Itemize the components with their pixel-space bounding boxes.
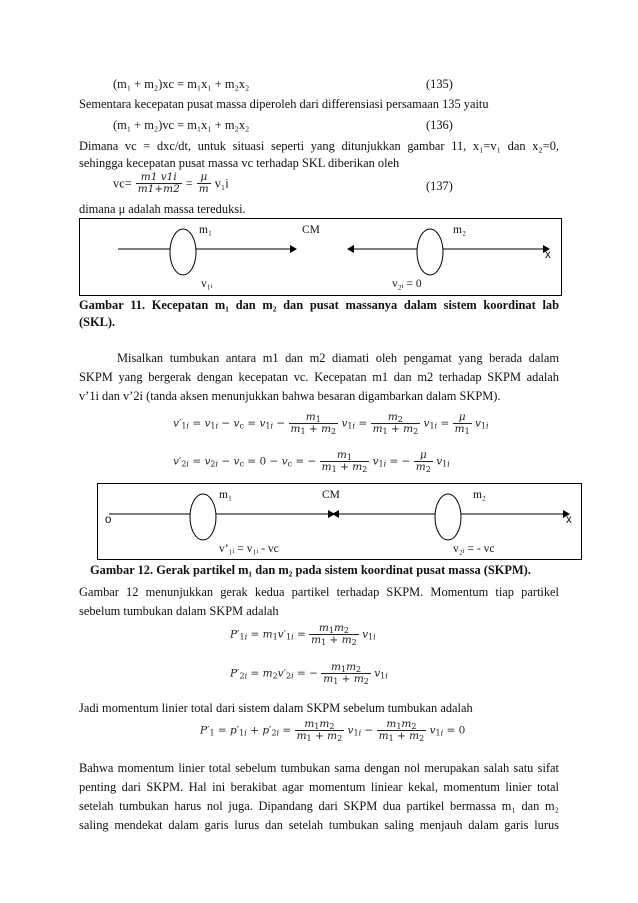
fig11-label-v2: v₂ᵢ = 0 bbox=[392, 278, 422, 290]
fig12-label-o: o bbox=[105, 514, 112, 526]
figure-12-caption: Gambar 12. Gerak partikel m₁ dan m₂ pada sistem koordinat pusat massa (SKPM). bbox=[90, 563, 531, 577]
fig12-arrow-left-head bbox=[332, 510, 339, 518]
paragraph-2-line-1: Dimana vc = dxc/dt, untuk situasi seperti yang ditunjukkan gambar 11, x₁=v₁ dan x₂=0, bbox=[79, 139, 559, 153]
equation-136-number: (136) bbox=[426, 118, 453, 132]
paragraph-6: Jadi momentum linier total dari sistem dalam SKPM sebelum tumbukan adalah bbox=[79, 701, 473, 715]
fig11-label-x: x bbox=[545, 249, 551, 261]
figure-12 bbox=[97, 483, 582, 560]
paragraph-2-line-2: sehingga kecepatan pusat massa vc terhadap SKL diberikan oleh bbox=[79, 156, 400, 170]
fig12-label-x: x bbox=[566, 514, 572, 526]
fig12-particle-m2 bbox=[435, 494, 461, 540]
equation-v1i-prime: $v'_{1i} = v_{1i} - v_c = v_{1i}$ − $\frac{m_1}{m_1 + m_2}$ $v_{1i}$ = $\frac{m_2}{m_1 + m_2}$ $v_{1i}$ = $\frac{\mu}{m_1}$ $v_{1i}$ bbox=[173, 411, 489, 436]
figure-11-caption-line-1: Gambar 11. Kecepatan m₁ dan m₂ dan pusat massanya dalam sistem koordinat lab bbox=[79, 298, 559, 312]
paragraph-7-line-2: penting dari SKPM. Hal ini berakibat agar momentum liniear kekal, momentum linier total bbox=[79, 780, 559, 794]
fig11-label-m1: m₁ bbox=[199, 224, 212, 236]
figure-11-caption-line-2: (SKL). bbox=[79, 315, 116, 329]
fig11-arrow-left-head bbox=[347, 245, 354, 253]
figure-11 bbox=[79, 218, 562, 296]
paragraph-4-line-3: v’1i dan v’2i (tanda aksen menunjukkan bahwa besaran digambarkan dalam SKPM). bbox=[79, 389, 501, 403]
eq137-denominator-2: m bbox=[198, 183, 209, 195]
equation-137-number: (137) bbox=[426, 179, 453, 193]
eq137-fraction-1 bbox=[136, 172, 182, 195]
equation-total-momentum: $P'_1 = p'_{1i} + p'_{2i}$ = $\frac{m_1m_2}{m_1 + m_2}$ $v_{1i}$ − $\frac{m_1m_2}{m_1 + m_2}$ $v_{1i} = 0$ bbox=[200, 718, 466, 743]
paragraph-7-line-4: saling mendekat dalam garis lurus dan setelah tumbukan saling menjauh dalam garis lurus bbox=[79, 818, 559, 832]
eq137-numerator-2: μ bbox=[197, 172, 211, 184]
equation-136: (m₁ + m₂)vc = m₁x₁ + m₂x₂ bbox=[113, 118, 250, 132]
paragraph-3: dimana μ adalah massa tereduksi. bbox=[79, 202, 246, 216]
eq137-fraction-2 bbox=[197, 172, 211, 195]
eq137-denominator-1: m1+m2 bbox=[137, 183, 180, 195]
equation-135-number: (135) bbox=[426, 77, 453, 91]
eq137-rhs: v₁i bbox=[214, 176, 229, 191]
figure-11-drawing bbox=[80, 219, 561, 295]
paragraph-7-line-3: setelah tumbukan harus nol juga. Dipandang dari SKPM dua partikel bermassa m₁ dan m₂ bbox=[79, 799, 559, 813]
equation-135: (m₁ + m₂)xc = m₁x₁ + m₂x₂ bbox=[113, 77, 250, 91]
fig12-label-m2: m₂ bbox=[473, 489, 486, 501]
fig11-label-v1: v₁ᵢ bbox=[201, 278, 213, 290]
paragraph-5-line-2: sebelum tumbukan dalam SKPM adalah bbox=[79, 604, 279, 618]
paragraph-5-line-1: Gambar 12 menunjukkan gerak kedua partikel terhadap SKPM. Momentum tiap partikel bbox=[79, 585, 559, 599]
equation-v2i-prime: $v'_{2i} = v_{2i} - v_c = 0 - v_c$ = − $\frac{m_1}{m_1 + m_2}$ $v_{1i}$ = − $\frac{\mu}{m_2}$ $v_{1i}$ bbox=[173, 449, 450, 474]
equation-137 bbox=[113, 172, 229, 200]
paragraph-4-line-2: SKPM yang bergerak dengan kecepatan vc. Kecepatan m1 dan m2 terhadap SKPM adalah bbox=[79, 370, 559, 384]
fig11-label-cm: CM bbox=[302, 224, 320, 236]
fig12-particle-m1 bbox=[190, 494, 216, 540]
eq137-numerator-1: m1 v1i bbox=[136, 172, 182, 184]
paragraph-1: Sementara kecepatan pusat massa diperoleh dari differensiasi persamaan 135 yaitu bbox=[79, 97, 489, 111]
fig11-arrow-right-head bbox=[290, 245, 297, 253]
paragraph-7-line-1: Bahwa momentum linier total sebelum tumbukan sama dengan nol merupakan salah satu sifat bbox=[79, 761, 559, 775]
equation-p1i-prime: $P'_{1i} = m_1v'_{1i}$ = $\frac{m_1m_2}{m_1 + m_2}$ $v_{1i}$ bbox=[230, 622, 376, 647]
fig12-label-m1: m₁ bbox=[219, 489, 232, 501]
fig12-label-cm: CM bbox=[322, 489, 340, 501]
eq137-lhs: vc= bbox=[113, 176, 132, 191]
fig12-label-v1: v’₁ᵢ = v₁ᵢ - vc bbox=[219, 543, 279, 555]
paragraph-4-line-1: Misalkan tumbukan antara m1 dan m2 diamati oleh pengamat yang berada dalam bbox=[117, 351, 559, 365]
fig11-particle-m1 bbox=[170, 229, 196, 275]
fig12-label-v2: v₂ᵢ = - vc bbox=[453, 543, 495, 555]
eq137-equals: = bbox=[185, 176, 193, 191]
fig11-label-m2: m₂ bbox=[453, 224, 466, 236]
equation-p2i-prime: $P'_{2i} = m_2v'_{2i}$ = − $\frac{m_1m_2}{m_1 + m_2}$ $v_{1i}$ bbox=[230, 661, 388, 686]
fig11-particle-m2 bbox=[417, 229, 443, 275]
